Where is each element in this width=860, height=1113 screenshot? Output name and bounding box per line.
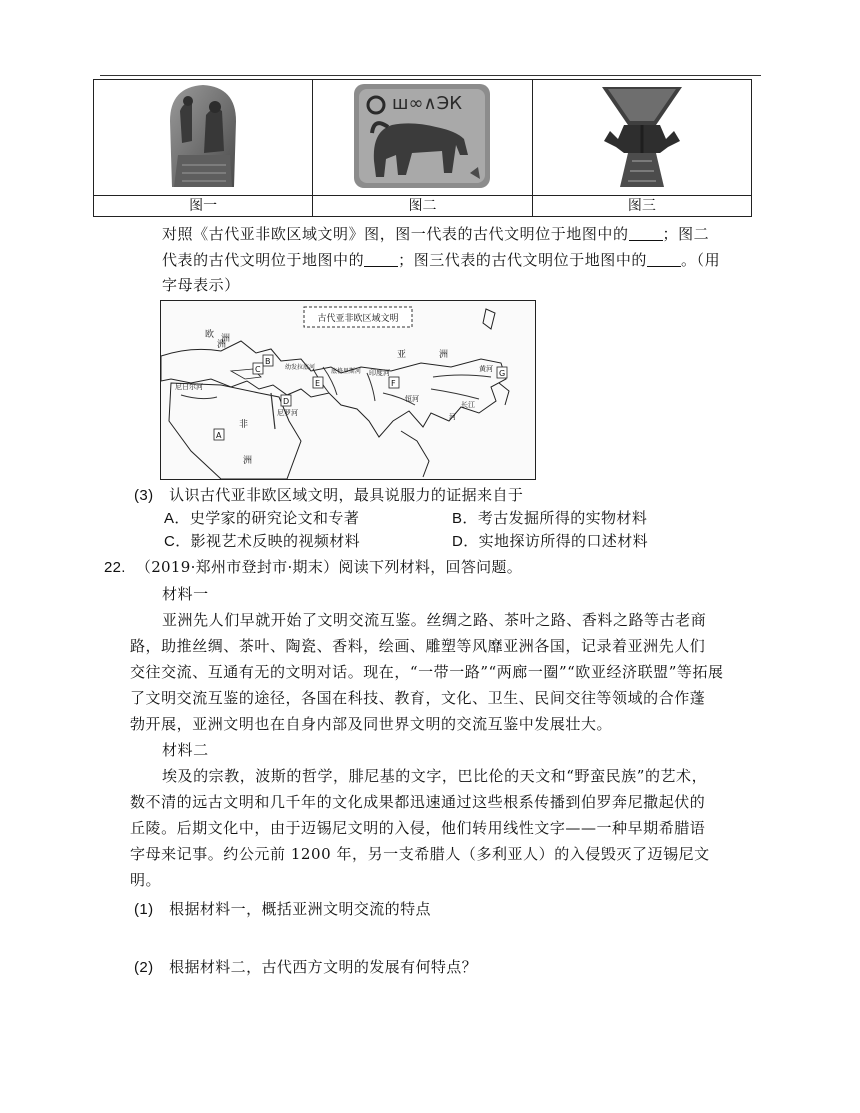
question-intro-line-1: 对照《古代亚非欧区域文明》图，图一代表的古代文明位于地图中的 ；图二 — [162, 225, 710, 243]
map-river-label: 底格里斯河 — [331, 368, 362, 375]
answer-blank-3[interactable] — [647, 251, 681, 267]
indus-seal-image — [352, 81, 492, 191]
map-region-label: 洲 — [243, 456, 253, 466]
map-region-label: 亚 — [397, 350, 407, 360]
map-river-label: 长江 — [461, 401, 475, 409]
map-river-label: 幼发拉底河 — [285, 364, 316, 371]
map-river-label: 尼日尔河 — [175, 383, 203, 391]
map-region-label: 欧 — [205, 330, 215, 340]
question-intro-line-3: 字母表示） — [162, 276, 240, 294]
q3-option-d[interactable]: D．实地探访所得的口述材料 — [452, 532, 649, 550]
map-river-label: 印度河 — [369, 369, 390, 377]
header-rule — [100, 75, 761, 76]
material-1-line: 亚洲先人们早就开始了文明交流互鉴。丝绸之路、茶叶之路、香料之路等古老商 — [162, 611, 707, 629]
material-2-line: 埃及的宗教，波斯的哲学，腓尼基的文字，巴比伦的天文和“野蛮民族”的艺术， — [162, 767, 708, 785]
map-letter-C: C — [255, 365, 261, 374]
ancient-civilizations-map — [160, 300, 536, 480]
sub-question-1: (1) 根据材料一，概括亚洲文明交流的特点 — [134, 900, 431, 918]
map-region-label: 洲 — [217, 340, 227, 350]
map-river-label: 恒河 — [405, 395, 419, 403]
map-drawing — [161, 301, 535, 479]
material-1-line: 勃开展，亚洲文明也在自身内部及同世界文明的交流互鉴中发展壮大。 — [130, 715, 613, 733]
map-letter-F: F — [391, 379, 396, 388]
sub-question-2: (2) 根据材料二，古代西方文明的发展有何特点？ — [134, 958, 478, 976]
figure-cell-3 — [532, 80, 751, 196]
material-1-title: 材料一 — [162, 585, 209, 603]
figure-caption-3: 图三 — [532, 196, 751, 217]
q3-option-b[interactable]: B．考古发掘所得的实物材料 — [452, 509, 648, 527]
map-river-label: 黄河 — [479, 365, 493, 373]
material-1-line: 交往交流、互通有无的文明对话。现在，“一带一路”“两廊一圈”“欧亚经济联盟”等拓展 — [130, 663, 724, 681]
figure-caption-2: 图二 — [313, 196, 532, 217]
map-letter-A: A — [216, 431, 222, 440]
material-2-line: 数不清的远古文明和几千年的文化成果都迅速通过这些根系传播到伯罗奔尼撒起伏的 — [130, 793, 706, 811]
q3-stem: (3) 认识古代亚非欧区域文明，最具说服力的证据来自于 — [134, 486, 524, 504]
map-region-label: 洲 — [439, 350, 449, 360]
figure-cell-1 — [94, 80, 313, 196]
figure-caption-1: 图一 — [94, 196, 313, 217]
map-letter-G: G — [499, 369, 506, 378]
answer-blank-2[interactable] — [364, 251, 398, 267]
q22-header: 22. （2019·郑州市登封市·期末）阅读下列材料，回答问题。 — [104, 558, 523, 576]
map-river-label: 河 — [449, 413, 456, 421]
material-2-line: 丘陵。后期文化中，由于迈锡尼文明的入侵，他们转用线性文字——一种早期希腊语 — [130, 819, 706, 837]
question-intro-line-2: 代表的古代文明位于地图中的 ；图三代表的古代文明位于地图中的 。（用 — [162, 251, 721, 269]
material-2-title: 材料二 — [162, 741, 209, 759]
map-region-label: 洲 — [221, 334, 231, 344]
map-river-label: 尼罗河 — [277, 409, 298, 417]
q3-option-c[interactable]: C．影视艺术反映的视频材料 — [164, 532, 361, 550]
bronze-zun-vessel-image — [594, 81, 690, 191]
map-letter-D: D — [283, 397, 290, 406]
q3-option-a[interactable]: A．史学家的研究论文和专著 — [164, 509, 360, 527]
material-2-line: 明。 — [130, 871, 162, 889]
material-2-line: 字母来记事。约公元前 1200 年，另一支希腊人（多利亚人）的入侵毁灭了迈锡尼文 — [130, 845, 710, 863]
figure-table — [93, 79, 752, 217]
map-letter-B: B — [265, 357, 271, 366]
material-1-line: 了文明交流互鉴的途径，各国在科技、教育，文化、卫生、民间交往等领域的合作蓬 — [130, 689, 706, 707]
material-1-line: 路，助推丝绸、茶叶、陶瓷、香料，绘画、雕塑等风靡亚洲各国，记录着亚洲先人们 — [130, 637, 706, 655]
answer-blank-1[interactable] — [629, 225, 663, 241]
seal-inscription: ш∞∧ЭК — [392, 92, 463, 114]
map-title: 古代亚非欧区域文明 — [317, 314, 399, 324]
map-region-label: 非 — [239, 420, 249, 430]
hammurabi-stele-image — [158, 81, 248, 191]
figure-cell-2 — [313, 80, 532, 196]
map-letter-E: E — [315, 379, 321, 388]
